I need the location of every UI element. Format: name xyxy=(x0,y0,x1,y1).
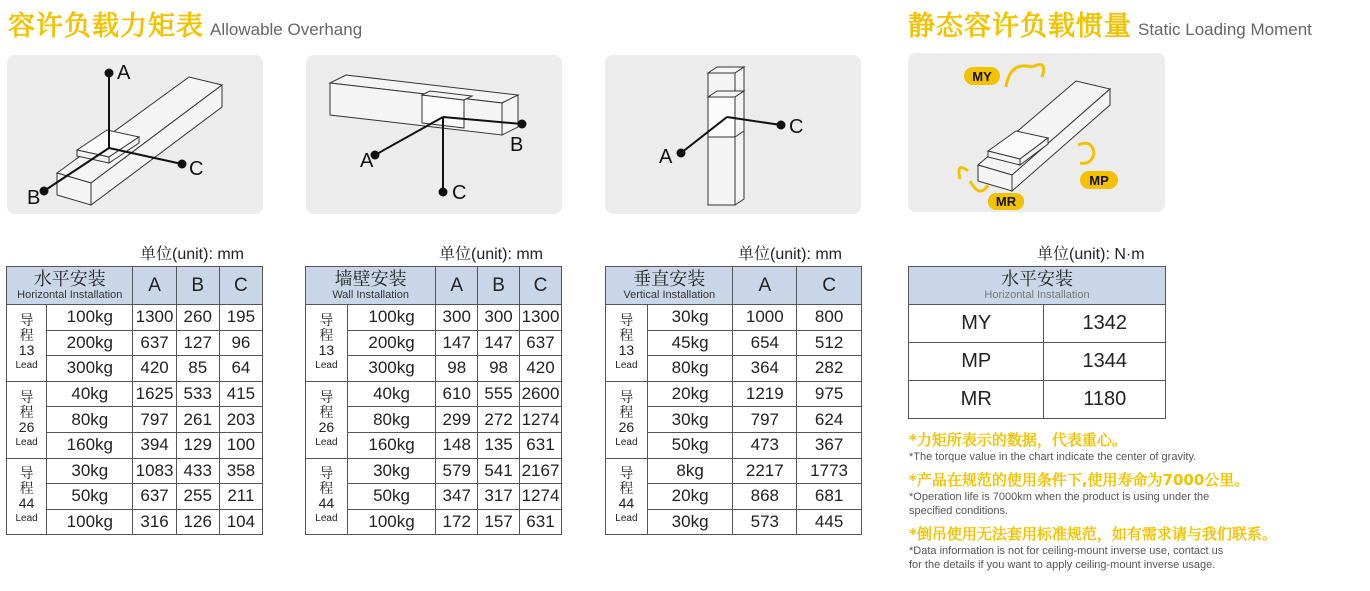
header-en: Vertical Installation xyxy=(623,288,716,301)
title-cn: 容许负载力矩表 xyxy=(8,11,204,42)
unit-label-moment: 单位(unit): N·m xyxy=(1037,246,1145,263)
value-cell: 797 xyxy=(133,407,176,433)
value-cell: 2217 xyxy=(733,458,797,484)
load-cell: 20kg xyxy=(647,484,733,510)
moment-value-cell: 1344 xyxy=(1044,343,1166,381)
table-header xyxy=(306,267,436,305)
header-cn: 水平安装 xyxy=(33,268,106,289)
value-cell: 147 xyxy=(436,330,478,356)
value-cell: 975 xyxy=(797,381,862,407)
value-cell: 637 xyxy=(133,484,176,510)
vertical-diagram-illustration xyxy=(605,55,861,214)
lead-cell: 导 程 44 Lead xyxy=(306,458,348,535)
value-cell: 800 xyxy=(797,305,862,331)
value-cell: 203 xyxy=(219,407,262,433)
static-moment-table xyxy=(908,266,1166,419)
table-header xyxy=(606,267,733,305)
moment-name-cell: MP xyxy=(909,343,1044,381)
value-cell: 473 xyxy=(733,432,797,458)
table-row xyxy=(606,381,862,407)
value-cell: 445 xyxy=(797,509,862,535)
note-cn: *力矩所表示的数据，代表重心。 xyxy=(909,431,1127,449)
load-cell: 40kg xyxy=(347,381,436,407)
load-cell: 200kg xyxy=(47,330,133,356)
col-header-a: A xyxy=(436,267,478,305)
value-cell: 420 xyxy=(519,356,561,382)
value-cell: 172 xyxy=(436,509,478,535)
value-cell: 610 xyxy=(436,381,478,407)
load-cell: 40kg xyxy=(47,381,133,407)
wall-diagram-illustration xyxy=(306,55,562,214)
unit-label-wall: 单位(unit): mm xyxy=(439,246,544,263)
note-cn: *倒吊使用无法套用标准规范，如有需求请与我们联系。 xyxy=(909,525,1277,543)
value-cell: 2167 xyxy=(519,458,561,484)
value-cell: 300 xyxy=(436,305,478,331)
value-cell: 555 xyxy=(478,381,520,407)
value-cell: 272 xyxy=(478,407,520,433)
table-row xyxy=(7,458,263,484)
load-cell: 100kg xyxy=(347,509,436,535)
unit-label-horizontal: 单位(unit): mm xyxy=(140,246,245,263)
value-cell: 364 xyxy=(733,356,797,382)
lead-cell: 导 程 13 Lead xyxy=(7,305,47,382)
value-cell: 148 xyxy=(436,432,478,458)
load-cell: 50kg xyxy=(47,484,133,510)
value-cell: 512 xyxy=(797,330,862,356)
wall-installation-table xyxy=(305,266,562,535)
lead-cell: 导 程 26 Lead xyxy=(306,381,348,458)
value-cell: 533 xyxy=(176,381,219,407)
horizontal-installation-diagram xyxy=(7,55,263,214)
value-cell: 637 xyxy=(519,330,561,356)
table-row xyxy=(7,381,263,407)
table-row xyxy=(606,305,862,331)
load-cell: 30kg xyxy=(347,458,436,484)
title-en: Allowable Overhang xyxy=(210,20,363,39)
value-cell: 1773 xyxy=(797,458,862,484)
header-en: Horizontal Installation xyxy=(984,288,1090,301)
load-cell: 100kg xyxy=(47,305,133,331)
label-c: C xyxy=(189,158,204,180)
lead-cell: 导 程 13 Lead xyxy=(306,305,348,382)
load-cell: 80kg xyxy=(647,356,733,382)
col-header-c: C xyxy=(797,267,862,305)
load-cell: 80kg xyxy=(347,407,436,433)
value-cell: 195 xyxy=(219,305,262,331)
value-cell: 135 xyxy=(478,432,520,458)
note-en: *Data information is not for ceiling-mount inverse use, contact us for the details if you want to apply ceiling-mount inverse usage. xyxy=(909,545,1224,571)
value-cell: 282 xyxy=(797,356,862,382)
value-cell: 573 xyxy=(733,509,797,535)
title-cn: 静态容许负载惯量 xyxy=(908,11,1132,42)
value-cell: 1625 xyxy=(133,381,176,407)
load-cell: 30kg xyxy=(647,407,733,433)
header-en: Wall Installation xyxy=(332,288,409,301)
horizontal-installation-table xyxy=(6,266,263,535)
moment-name-cell: MY xyxy=(909,305,1044,343)
table-header xyxy=(909,267,1166,305)
value-cell: 129 xyxy=(176,432,219,458)
label-mp: MP xyxy=(1089,173,1109,188)
value-cell: 260 xyxy=(176,305,219,331)
value-cell: 1300 xyxy=(519,305,561,331)
load-cell: 80kg xyxy=(47,407,133,433)
load-cell: 50kg xyxy=(647,432,733,458)
value-cell: 797 xyxy=(733,407,797,433)
lead-cell: 导 程 26 Lead xyxy=(7,381,47,458)
moment-diagram-illustration xyxy=(908,53,1165,212)
note-en: *Operation life is 7000km when the product is using under the specified conditions. xyxy=(909,491,1210,517)
label-b: B xyxy=(27,187,41,209)
load-cell: 200kg xyxy=(347,330,436,356)
title-en: Static Loading Moment xyxy=(1138,20,1312,39)
col-header-c: C xyxy=(219,267,262,305)
table-row xyxy=(7,305,263,331)
value-cell: 579 xyxy=(436,458,478,484)
table-row xyxy=(306,458,562,484)
value-cell: 255 xyxy=(176,484,219,510)
vertical-installation-diagram xyxy=(605,55,861,214)
header-cn: 水平安装 xyxy=(1001,268,1073,289)
label-c: C xyxy=(452,182,467,204)
wall-installation-diagram xyxy=(306,55,562,214)
value-cell: 317 xyxy=(478,484,520,510)
value-cell: 347 xyxy=(436,484,478,510)
static-moment-diagram xyxy=(908,53,1165,212)
value-cell: 1000 xyxy=(733,305,797,331)
col-header-b: B xyxy=(478,267,520,305)
value-cell: 96 xyxy=(219,330,262,356)
value-cell: 127 xyxy=(176,330,219,356)
lead-cell: 导 程 44 Lead xyxy=(7,458,47,535)
table-row xyxy=(909,381,1166,419)
value-cell: 98 xyxy=(478,356,520,382)
value-cell: 299 xyxy=(436,407,478,433)
load-cell: 8kg xyxy=(647,458,733,484)
load-cell: 30kg xyxy=(47,458,133,484)
value-cell: 300 xyxy=(478,305,520,331)
value-cell: 104 xyxy=(219,509,262,535)
value-cell: 358 xyxy=(219,458,262,484)
table-row xyxy=(606,458,862,484)
value-cell: 433 xyxy=(176,458,219,484)
unit-label-vertical: 单位(unit): mm xyxy=(738,246,843,263)
load-cell: 100kg xyxy=(347,305,436,331)
value-cell: 98 xyxy=(436,356,478,382)
value-cell: 624 xyxy=(797,407,862,433)
lead-cell: 导 程 44 Lead xyxy=(606,458,648,535)
lead-cell: 导 程 13 Lead xyxy=(606,305,648,382)
value-cell: 1274 xyxy=(519,484,561,510)
load-cell: 160kg xyxy=(47,432,133,458)
label-a: A xyxy=(117,62,131,84)
label-a: A xyxy=(360,150,374,172)
value-cell: 1219 xyxy=(733,381,797,407)
load-cell: 20kg xyxy=(647,381,733,407)
value-cell: 541 xyxy=(478,458,520,484)
value-cell: 1083 xyxy=(133,458,176,484)
load-cell: 45kg xyxy=(647,330,733,356)
table-row xyxy=(306,305,562,331)
label-c: C xyxy=(789,116,804,138)
table-header xyxy=(7,267,133,305)
label-b: B xyxy=(510,134,524,156)
header-cn: 垂直安装 xyxy=(633,268,706,289)
col-header-a: A xyxy=(133,267,176,305)
note-cn: *产品在规范的使用条件下,使用寿命为7000公里。 xyxy=(909,471,1250,489)
note-en: *The torque value in the chart indicate the center of gravity. xyxy=(909,451,1197,463)
col-header-c: C xyxy=(519,267,561,305)
load-cell: 300kg xyxy=(47,356,133,382)
load-cell: 50kg xyxy=(347,484,436,510)
table-row xyxy=(306,381,562,407)
value-cell: 654 xyxy=(733,330,797,356)
value-cell: 261 xyxy=(176,407,219,433)
label-mr: MR xyxy=(995,194,1017,209)
header-en: Horizontal Installation xyxy=(17,288,123,301)
value-cell: 316 xyxy=(133,509,176,535)
load-cell: 300kg xyxy=(347,356,436,382)
table-row xyxy=(909,343,1166,381)
col-header-a: A xyxy=(733,267,797,305)
header-cn: 墙壁安装 xyxy=(334,268,407,289)
static-loading-moment-title xyxy=(908,4,1312,43)
label-a: A xyxy=(659,146,673,168)
horizontal-diagram-illustration xyxy=(7,55,263,214)
table-row xyxy=(909,305,1166,343)
load-cell: 30kg xyxy=(647,509,733,535)
load-cell: 100kg xyxy=(47,509,133,535)
value-cell: 367 xyxy=(797,432,862,458)
value-cell: 631 xyxy=(519,432,561,458)
value-cell: 1274 xyxy=(519,407,561,433)
value-cell: 868 xyxy=(733,484,797,510)
moment-value-cell: 1342 xyxy=(1044,305,1166,343)
vertical-installation-table xyxy=(605,266,862,535)
allowable-overhang-title xyxy=(8,4,362,43)
moment-name-cell: MR xyxy=(909,381,1044,419)
value-cell: 420 xyxy=(133,356,176,382)
value-cell: 85 xyxy=(176,356,219,382)
value-cell: 64 xyxy=(219,356,262,382)
value-cell: 147 xyxy=(478,330,520,356)
load-cell: 30kg xyxy=(647,305,733,331)
value-cell: 681 xyxy=(797,484,862,510)
load-cell: 160kg xyxy=(347,432,436,458)
value-cell: 126 xyxy=(176,509,219,535)
label-my: MY xyxy=(972,69,992,84)
value-cell: 415 xyxy=(219,381,262,407)
lead-cell: 导 程 26 Lead xyxy=(606,381,648,458)
value-cell: 211 xyxy=(219,484,262,510)
value-cell: 394 xyxy=(133,432,176,458)
value-cell: 100 xyxy=(219,432,262,458)
value-cell: 2600 xyxy=(519,381,561,407)
value-cell: 637 xyxy=(133,330,176,356)
col-header-b: B xyxy=(176,267,219,305)
value-cell: 157 xyxy=(478,509,520,535)
value-cell: 1300 xyxy=(133,305,176,331)
value-cell: 631 xyxy=(519,509,561,535)
notes-section xyxy=(909,430,1359,578)
moment-value-cell: 1180 xyxy=(1044,381,1166,419)
